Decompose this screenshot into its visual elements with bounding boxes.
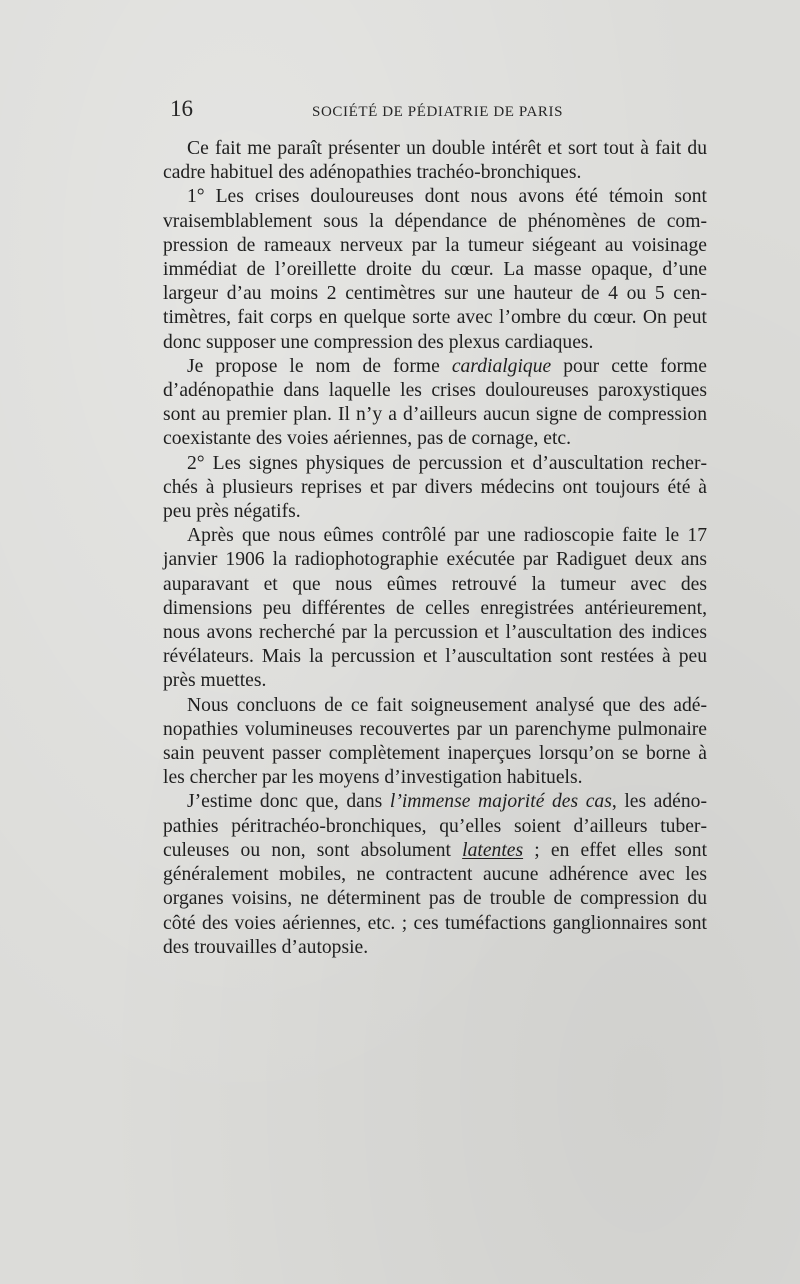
- paragraph-3: [163, 355, 707, 452]
- paragraph-3-text-c: pour cette forme d’adénopathie dans laquelle les crises douloureuses paroxystiques sont au premier plan. Il n’y a d’ailleurs aucun signe de compression coexistante des voies aériennes, pas de cornage, etc.: [163, 355, 707, 450]
- body-text: [163, 137, 707, 960]
- paragraph-4: 2° Les signes physiques de percussion et d’auscultation recherchés à plusieurs reprises et par divers médecins ont toujours été à peu près négatifs.: [163, 452, 707, 523]
- paragraph-7-italic-latentes: latentes: [462, 839, 524, 861]
- paragraph-7-text-e: ; en effet elles sont généralement mobiles, ne contractent aucune adhérence avec les organes voisins, ne déterminent pas de trouble de compression du côté des voies aériennes, etc. ; ces tuméfactions ganglionnaires sont des trouvailles d’autopsie.: [163, 839, 708, 958]
- paragraph-5: Après que nous eûmes contrôlé par une radioscopie faite le 17 janvier 1906 la radiophotographie exécutée par Radiguet deux ans auparavant et que nous eûmes retrouvé la tumeur avec des dimensions peu différentes de celles enregistrées antérieurement, nous avons recherché par la percussion et l’auscultation des indices révélateurs. Mais la percussion et l’auscultation sont restées à peu près muettes.: [163, 525, 707, 692]
- paragraph-2: 1° Les crises douloureuses dont nous avons été témoin sont vraisemblablement sous la dépendance de phénomènes de compression de rameaux nerveux par la tumeur siégeant au voisinage immédiat de l’oreillette droite du cœur. La masse opaque, d’une largeur d’au moins 2 centimètres sur une hauteur de 4 ou 5 centimètres, fait corps en quelque sorte avec l’ombre du cœur. On peut donc supposer une compression des plexus cardiaques.: [163, 186, 707, 353]
- paragraph-7-text-a: J’estime donc que, dans: [187, 791, 390, 813]
- paragraph-3-text-a: Je propose le nom de forme: [187, 355, 452, 377]
- paragraph-1: Ce fait me paraît présenter un double intérêt et sort tout à fait du cadre habituel des adénopathies trachéo-bronchiques.: [163, 138, 707, 184]
- paragraph-6: Nous concluons de ce fait soigneusement analysé que des adénopathies volumineuses recouvertes par un parenchyme pulmonaire sain peuvent passer complètement inaperçues lorsqu’on se borne à les chercher par les moyens d’investigation habituels.: [163, 694, 707, 789]
- page-number: 16: [170, 96, 193, 121]
- paragraph-7-text-c: , les adénopathies péritrachéo-bronchiques, qu’elles soient d’ailleurs tuberculeuses ou non, sont absolument: [163, 791, 707, 861]
- running-title: SOCIÉTÉ DE PÉDIATRIE DE PARIS: [312, 104, 564, 120]
- paragraph-7: [163, 790, 707, 959]
- paragraph-7-italic-phrase: l’immense majorité des cas: [389, 791, 612, 813]
- running-header: [170, 96, 710, 126]
- paragraph-3-italic-term: cardialgique: [451, 355, 552, 377]
